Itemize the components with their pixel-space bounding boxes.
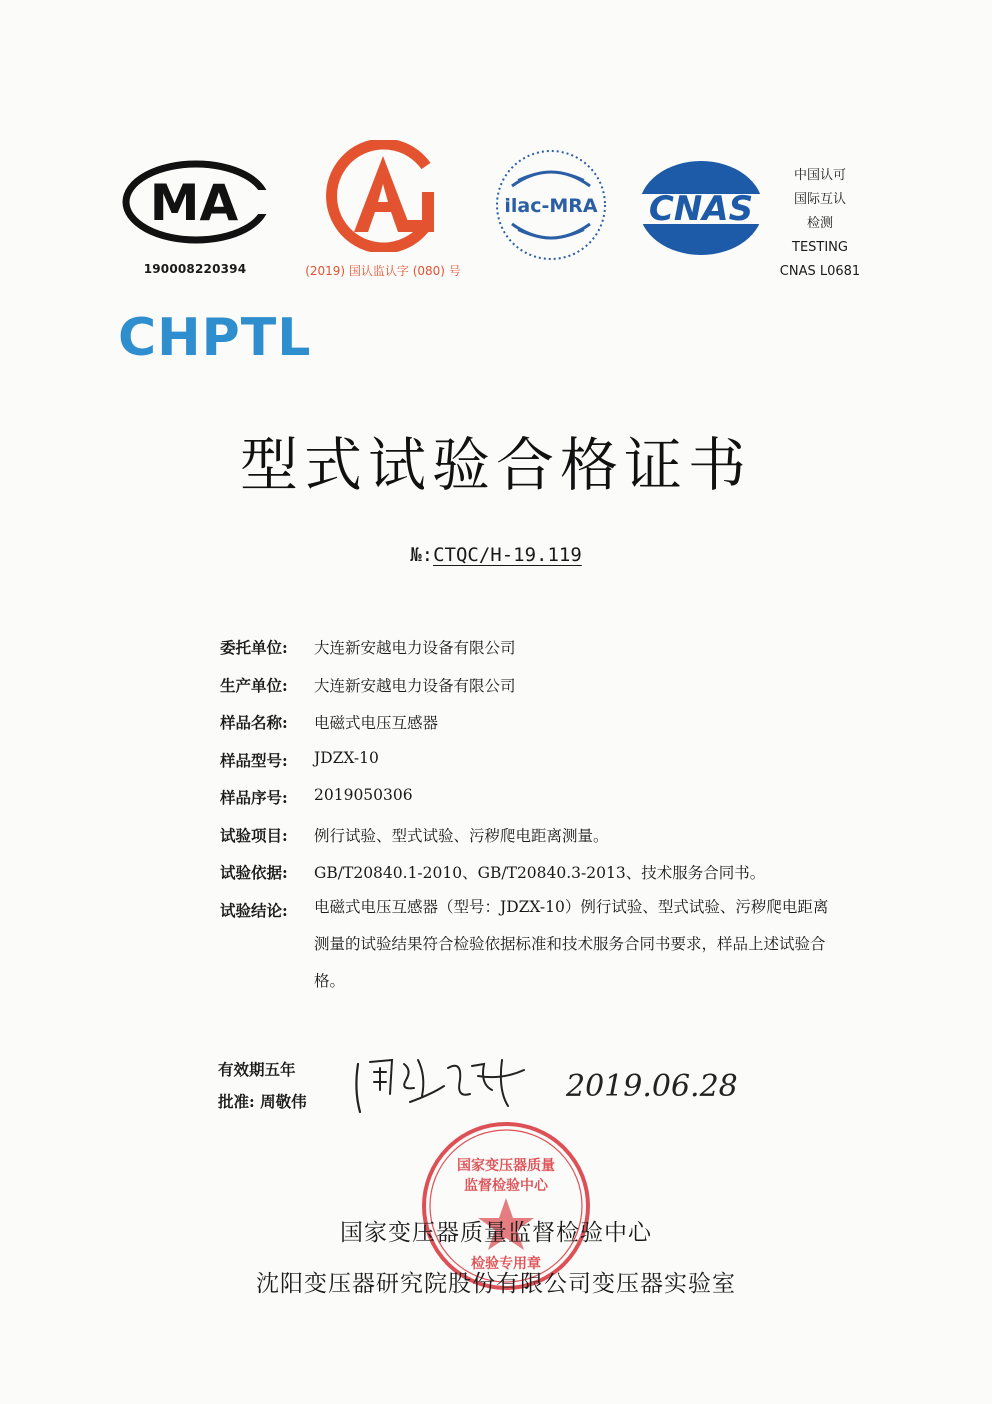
field-label: 试验依据: [220,863,288,882]
field-label: 生产单位: [220,675,288,695]
field-value: 大连新安越电力设备有限公司 [314,676,516,695]
approver-name: 周敬伟 [260,1092,307,1111]
field-value: 例行试验、型式试验、污秽爬电距离测量。 [314,826,609,845]
field-label: 样品名称: [220,713,288,732]
cma-logo [122,160,270,244]
field-value: 电磁式电压互感器 [314,714,439,732]
field-value: 大连新安越电力设备有限公司 [314,639,516,657]
field-row [220,749,840,787]
field-row [220,711,840,749]
validity-period: 有效期五年 [218,1060,296,1079]
field-value: 电磁式电压互感器（型号：JDZX-10）例行试验、型式试验、污秽爬电距离测量的试验结果符合检验依据标准和技术服务合同书要求，样品上述试验合格。 [314,897,829,990]
approver-label: 批准: [218,1092,255,1111]
svg-text:检验专用章: 检验专用章 [471,1256,541,1272]
field-value: GB/T20840.1-2010、GB/T20840.3-2013、技术服务合同书。 [314,864,766,882]
field-label: 试验项目: [220,825,288,845]
issuer-line-2: 沈阳变压器研究院股份有限公司变压器实验室 [256,1271,736,1297]
field-label: 样品序号: [220,788,288,807]
cnas-accreditation-text [768,164,872,284]
svg-text:监督检验中心: 监督检验中心 [464,1178,548,1194]
svg-text:国家变压器质量: 国家变压器质量 [457,1158,555,1174]
field-label: 试验结论: [220,900,288,920]
cma-code: 190008220394 [143,262,247,276]
cal-code: (2019) 国认监认字 (080) 号 [305,264,461,278]
svg-text:MA: MA [149,174,239,232]
field-row [220,899,840,1000]
field-label: 委托单位: [220,638,288,657]
certificate-fields [220,636,840,1000]
cnas-line: TESTING [792,240,848,255]
field-value: 2019050306 [314,786,413,804]
cnas-line: 中国认可 [793,168,846,183]
field-value: JDZX-10 [314,748,379,767]
ilac-mra-logo [494,148,608,262]
page-title: 型式试验合格证书 [239,431,752,499]
certificate-number-value: CTQC/H-19.119 [433,544,582,566]
certificate-number-prefix: №: [410,544,434,566]
chptl-brand: CHPTL [118,308,312,368]
field-row [220,674,840,712]
certificate-number [0,544,992,566]
cnas-line: 国际互认 [793,192,846,207]
svg-text:2019.06.28: 2019.06.28 [566,1069,738,1104]
cnas-logo [636,158,766,258]
issuer-line-1: 国家变压器质量监督检验中心 [340,1220,652,1246]
approver [218,1090,307,1112]
field-row [220,824,840,862]
cal-logo [318,140,448,252]
svg-text:CNAS: CNAS [648,189,754,229]
handwritten-date [562,1062,742,1110]
field-row [220,786,840,824]
handwritten-signature [352,1050,532,1120]
field-row [220,636,840,674]
field-label: 样品型号: [220,750,288,770]
svg-text:ilac-MRA: ilac-MRA [504,195,598,217]
cnas-line: 检测 [806,216,833,231]
cnas-line: CNAS L0681 [779,264,861,279]
